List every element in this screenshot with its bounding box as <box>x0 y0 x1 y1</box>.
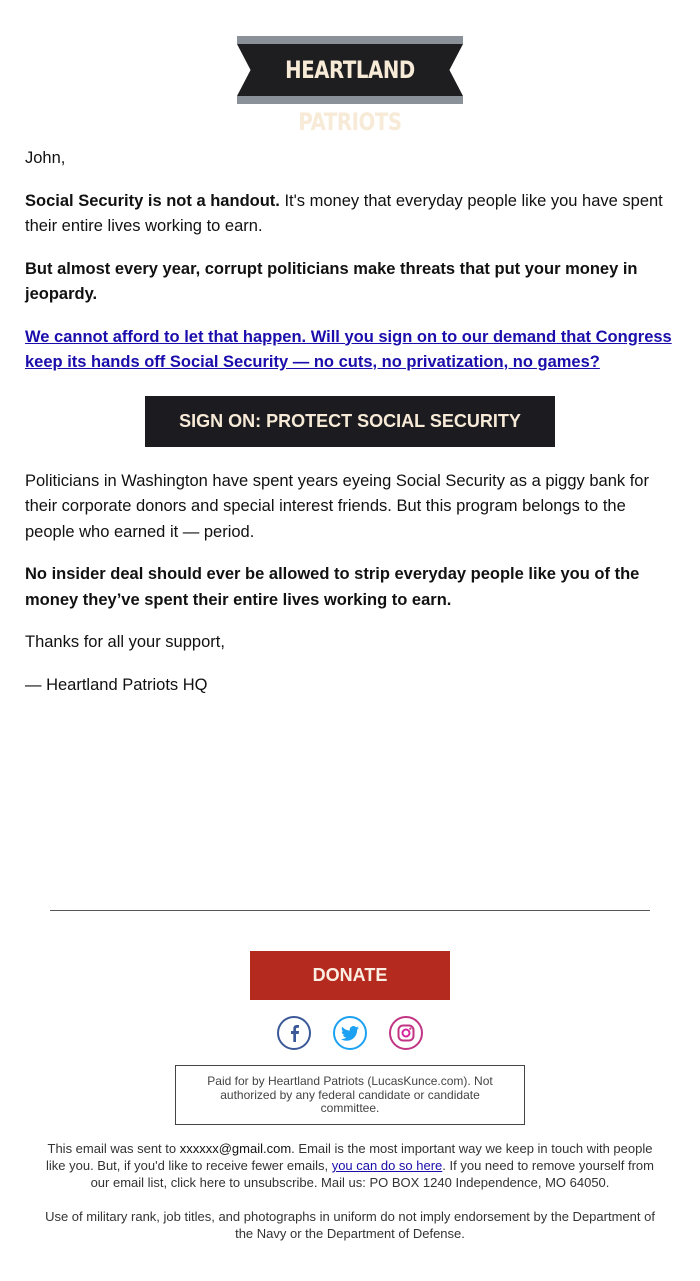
paragraph-handout-bold: Social Security is not a handout. <box>25 191 280 210</box>
paragraph-threats: But almost every year, corrupt politicians make threats that put your money in jeopardy. <box>25 259 638 303</box>
signature: — Heartland Patriots HQ <box>25 675 208 694</box>
logo-bottom-bar <box>237 96 463 104</box>
paragraph-handout <box>25 189 675 240</box>
sent-mid: . Email is the most important way we keep in touch with people like you. But, if you'd like to receive fewer emails, <box>45 1141 653 1173</box>
email-body <box>25 146 675 715</box>
paid-for-disclaimer: Paid for by Heartland Patriots (LucasKunce.com). Not authorized by any federal candidate or candidate committee. <box>175 1065 525 1125</box>
sent-suffix: . If you need to remove yourself from our email list, click here to unsubscribe. Mail us: PO BOX 1240 Independence, MO 64050. <box>90 1158 654 1190</box>
closing: Thanks for all your support, <box>25 633 225 651</box>
sign-on-button[interactable]: SIGN ON: PROTECT SOCIAL SECURITY <box>145 396 555 447</box>
footer-sent-notice <box>40 1140 660 1191</box>
email-footer <box>40 1140 660 1259</box>
sent-prefix: This email was sent to <box>47 1141 180 1156</box>
heartland-patriots-logo <box>237 36 463 136</box>
facebook-icon[interactable] <box>277 1016 311 1050</box>
footer-divider <box>50 910 650 911</box>
military-note: Use of military rank, job titles, and photographs in uniform do not imply endorsement by the Department of the Navy or the Department of Defense. <box>45 1209 655 1241</box>
fewer-emails-link[interactable]: you can do so here <box>331 1158 443 1173</box>
sign-button-wrap <box>0 396 700 447</box>
logo-top-bar <box>237 36 463 44</box>
twitter-icon[interactable] <box>333 1016 367 1050</box>
logo-text: HEARTLAND PATRIOTS <box>285 56 415 136</box>
donate-button[interactable]: DONATE <box>250 951 450 1000</box>
paragraph-politicians: Politicians in Washington have spent years eyeing Social Security as a piggy bank for their corporate donors and special interest friends. But this program belongs to the people who earned it — period. <box>25 471 649 541</box>
paragraph-link <box>25 325 675 376</box>
greeting: John, <box>25 149 66 167</box>
recipient-email: xxxxxx@gmail.com <box>179 1141 292 1156</box>
instagram-icon[interactable] <box>389 1016 423 1050</box>
sign-demand-link[interactable]: We cannot afford to let that happen. Will you sign on to our demand that Congress keep its hands off Social Security — no cuts, no privatization, no games? <box>25 327 672 371</box>
paragraph-insider-deal: No insider deal should ever be allowed to strip everyday people like you of the money they’ve spent their entire lives working to earn. <box>25 565 640 609</box>
paragraph-handout-rest: It's money that everyday people like you have spent their entire lives working to earn. <box>25 191 663 235</box>
